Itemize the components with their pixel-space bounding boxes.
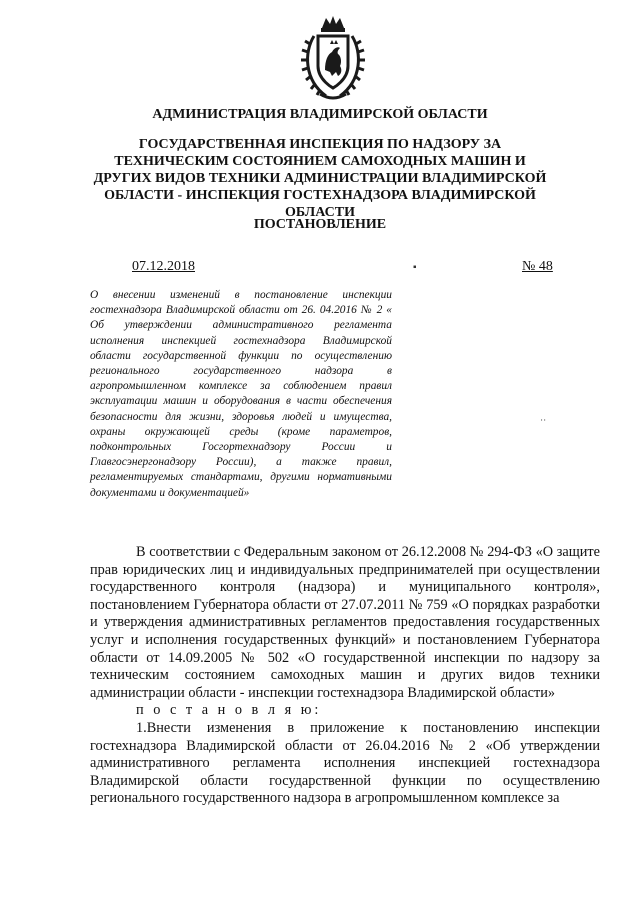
inspection-title: ГОСУДАРСТВЕННАЯ ИНСПЕКЦИЯ ПО НАДЗОРУ ЗА ТЕХНИЧЕСКИМ СОСТОЯНИЕМ САМОХОДНЫХ МАШИН И ДРУГИХ ВИДОВ ТЕХНИКИ АДМИНИСТРАЦИИ ВЛАДИМИРСКОЙ ОБЛАСТИ - ИНСПЕКЦИЯ ГОСТЕХНАДЗОРА ВЛАДИМИРСКОЙ ОБЛАСТИ — [93, 137, 547, 220]
preamble-paragraph: В соответствии с Федеральным законом от 26.12.2008 № 294-ФЗ «О защите прав юридических лиц и индивидуальных предпринимателей при осуществлении государственного контроля (надзора) и муниципального контроля», постановлением Губернатора области от 27.07.2011 № 759 «О порядках разработки и утверждения административных регламентов предоставления государственных услуг и исполнения государственных функций» и постановлением Губернатора области от 14.09.2005 № 502 «О государственной инспекции по надзору за техническим состоянием самоходных машин и других видов техники администрации области - инспекции гостехнадзора Владимирской области» — [90, 544, 600, 701]
document-body — [90, 544, 600, 808]
scan-speck: ▪ — [413, 262, 417, 273]
coat-of-arms-icon — [300, 14, 366, 102]
document-subject: О внесении изменений в постановление инспекции гостехнадзора Владимирской области от 26. 04.2016 № 2 « Об утверждении административного регламента исполнения инспекцией гостехнадзора Владимирской области государственной функции по осуществлению регионального государственного надзора в агропромышленном комплексе за соблюдением правил эксплуатации машин и оборудования в части обеспечения безопасности для жизни, здоровья людей и имущества, охраны окружающей среды (кроме параметров, подконтрольных Госгортехнадзору России и Главгосэнергонадзору России), а также правил, регламентируемых стандартами, другими нормативными документами и документацией» — [90, 289, 392, 499]
document-date: 07.12.2018 — [132, 259, 195, 274]
item-1-paragraph: 1.Внести изменения в приложение к постановлению инспекции гостехнадзора Владимирской области от 26.04.2016 № 2 «Об утверждении административного регламента исполнения инспекцией гостехнадзора Владимирской области государственной функции по осуществлению регионального государственного надзора в агропромышленном комплексе за — [90, 719, 600, 807]
scan-speck: ⠐⠂ — [538, 417, 549, 425]
resolve-line: п о с т а н о в л я ю: — [136, 702, 322, 719]
organization-title: АДМИНИСТРАЦИЯ ВЛАДИМИРСКОЙ ОБЛАСТИ — [152, 107, 488, 122]
document-number: № 48 — [522, 259, 553, 274]
document-type: ПОСТАНОВЛЕНИЕ — [253, 217, 387, 232]
